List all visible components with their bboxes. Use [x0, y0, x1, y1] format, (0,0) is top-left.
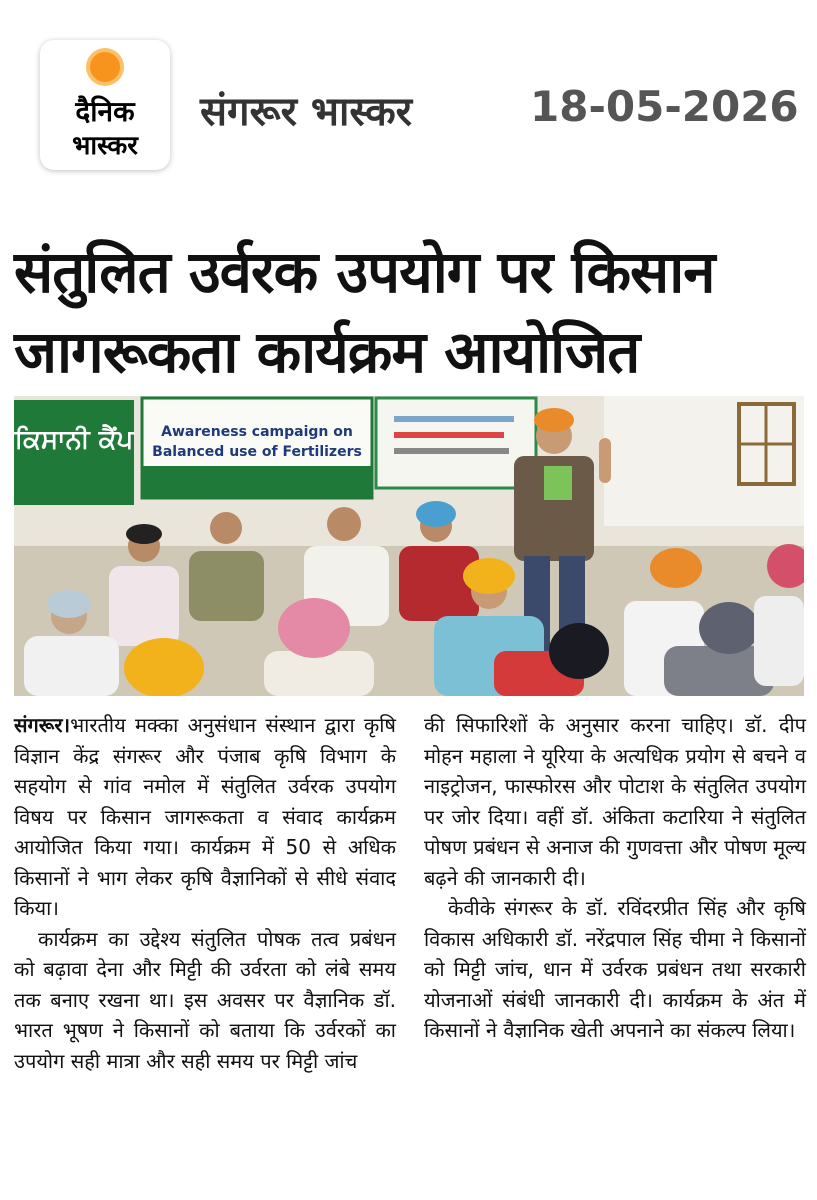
- paragraph: की सिफारिशों के अनुसार करना चाहिए। डॉ. दीप मोहन महाला ने यूरिया के अत्यधिक प्रयोग से बचने व नाइट्रोजन, फास्फोरस और पोटाश के संतुलित उपयोग पर जोर दिया। वहीं डॉ. अंकिता कटारिया ने संतुलित पोषण प्रबंधन से अनाज की गुणवत्ता और पोषण मूल्य बढ़ने की जानकारी दी।: [424, 713, 806, 890]
- paragraph-text: भारतीय मक्का अनुसंधान संस्थान द्वारा कृषि विज्ञान केंद्र संगरूर और पंजाब कृषि विभाग के सहयोग से गांव नमोल में संतुलित उर्वरक उपयोग विषय पर किसान जागरूकता व संवाद कार्यक्रम आयोजित किया गया। कार्यक्रम में 50 से अधिक किसानों ने भाग लेकर कृषि वैज्ञानिकों से सीधे संवाद किया।: [14, 713, 396, 920]
- paragraph: कार्यक्रम का उद्देश्य संतुलित पोषक तत्व प्रबंधन को बढ़ावा देना और मिट्टी की उर्वरता को लंबे समय तक बनाए रखना था। इस अवसर पर वैज्ञानिक डॉ. भारत भूषण ने किसानों को बताया कि उर्वरकों का उपयोग सही मात्रा और सही समय पर मिट्टी जांच: [14, 926, 396, 1073]
- article-photo: [14, 396, 804, 696]
- banner-center-line1: Awareness campaign on: [161, 424, 353, 440]
- logo-line2: भास्कर: [72, 131, 138, 161]
- paragraph: [14, 710, 396, 924]
- article-column-right: [424, 710, 806, 1046]
- banner-center-line2: Balanced use of Fertilizers: [152, 444, 362, 460]
- dateline: संगरूर।: [14, 713, 71, 737]
- edition-date: 18-05-2026: [530, 82, 799, 131]
- article-column-left: [14, 710, 396, 1076]
- banner-right: [376, 398, 536, 488]
- photo-illustration: [14, 396, 804, 696]
- sun-icon: [90, 52, 120, 82]
- banner-left-text: ਕਿਸਾਨੀ ਕੈਂਪ: [14, 425, 134, 455]
- page-header: [0, 0, 817, 190]
- paragraph: केवीके संगरूर के डॉ. रविंदरप्रीत सिंह और कृषि विकास अधिकारी डॉ. नरेंद्रपाल सिंह चीमा ने किसानों को मिट्टी जांच, धान में उर्वरक प्रबंधन तथा सरकारी योजनाओं संबंधी जानकारी दी। कार्यक्रम के अंत में किसानों ने वैज्ञानिक खेती अपनाने का संकल्प लिया।: [424, 896, 806, 1042]
- edition-name: संगरूर भास्कर: [200, 89, 413, 135]
- article-headline: संतुलित उर्वरक उपयोग पर किसान जागरूकता कार्यक्रम आयोजित: [14, 238, 715, 386]
- dainik-bhaskar-logo: [40, 40, 170, 170]
- logo-line1: दैनिक: [75, 95, 135, 128]
